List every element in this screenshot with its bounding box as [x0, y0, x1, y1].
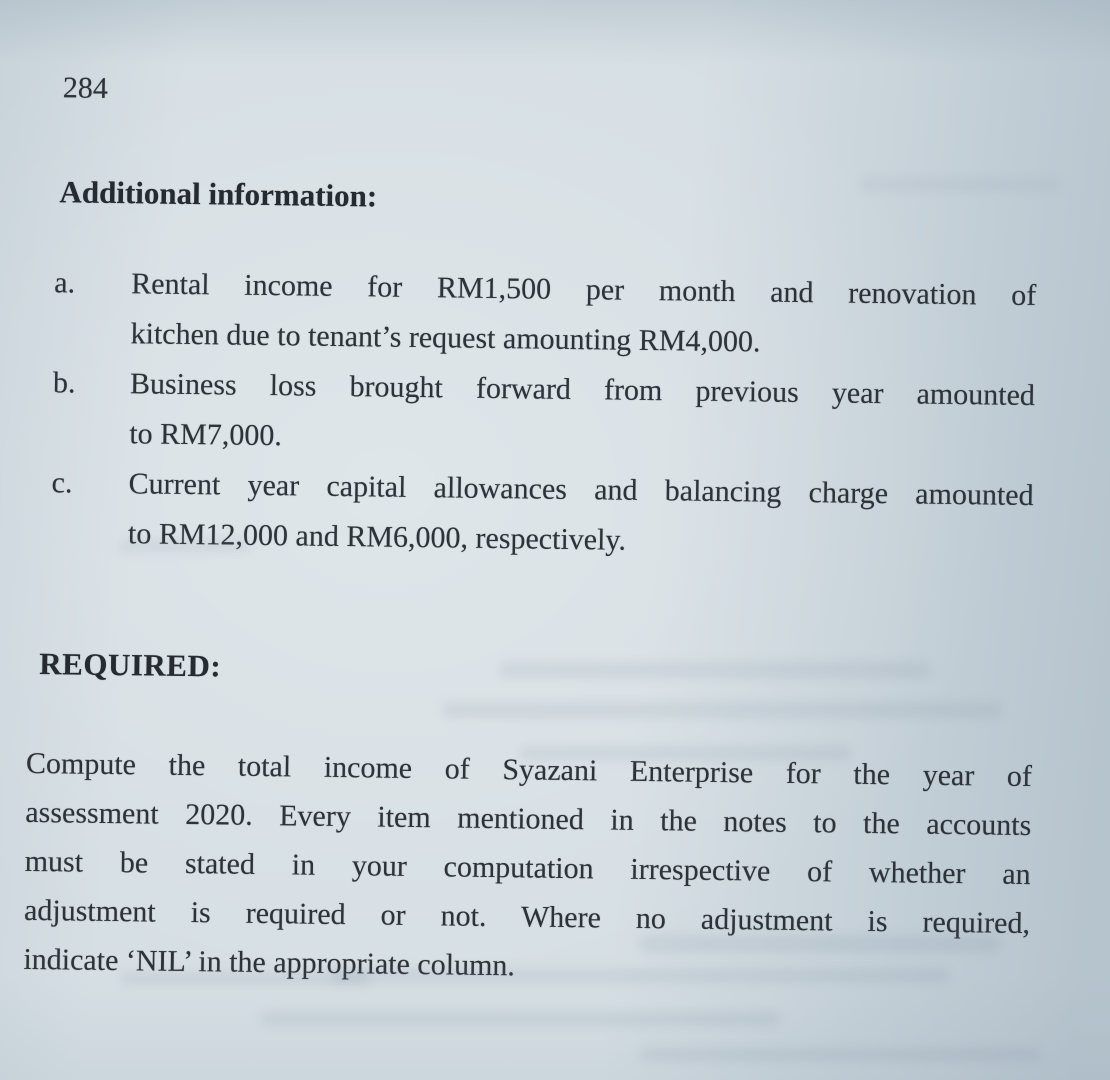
ink-bleed-smudge [860, 178, 1060, 191]
ink-bleed-smudge [640, 1048, 1040, 1061]
text-line: to RM12,000 and RM6,000, respectively. [127, 517, 627, 557]
paragraph-line: assessment 2020. Every item mentioned in the notes to the accounts [25, 795, 1032, 843]
text-line: Rental income for RM1,500 per month and renovation of [131, 267, 1037, 313]
paragraph-line: must be stated in your computation irrespective of whether an [24, 844, 1031, 892]
list-item-b [52, 358, 1035, 471]
additional-information-list [51, 258, 1037, 571]
paragraph-line: indicate ‘NIL’ in the appropriate column. [23, 942, 516, 983]
required-paragraph [23, 739, 1032, 997]
text-line: Business loss brought forward from previous year amounted [129, 367, 1036, 413]
ink-bleed-smudge [330, 968, 950, 983]
ink-bleed-smudge [120, 540, 250, 552]
list-item-c [51, 458, 1034, 571]
additional-information-heading: Additional information: [59, 174, 378, 214]
ink-bleed-smudge [640, 935, 1000, 953]
text-line: to RM7,000. [129, 417, 283, 453]
page-number: 284 [62, 71, 109, 105]
paragraph-line: Compute the total income of Syazani Enterprise for the year of [25, 746, 1033, 794]
ink-bleed-smudge [442, 702, 1002, 718]
list-item-text [130, 259, 1036, 371]
paragraph-line: adjustment is required or not. Where no adjustment is required, [23, 893, 1031, 941]
ink-bleed-smudge [120, 972, 370, 985]
list-item-text [128, 459, 1034, 571]
list-item-label: c. [51, 466, 73, 500]
text-line: kitchen due to tenant’s request amounting RM4,000. [130, 317, 761, 359]
ink-bleed-smudge [520, 746, 850, 760]
list-item-label: a. [54, 266, 76, 300]
list-item-text [129, 359, 1035, 471]
required-heading: REQUIRED: [39, 646, 222, 684]
ink-bleed-smudge [500, 662, 930, 678]
list-item-a [53, 258, 1036, 371]
list-item-label: b. [52, 366, 76, 400]
ink-bleed-smudge [260, 1012, 780, 1026]
text-line: Current year capital allowances and balancing charge amounted [128, 467, 1034, 513]
